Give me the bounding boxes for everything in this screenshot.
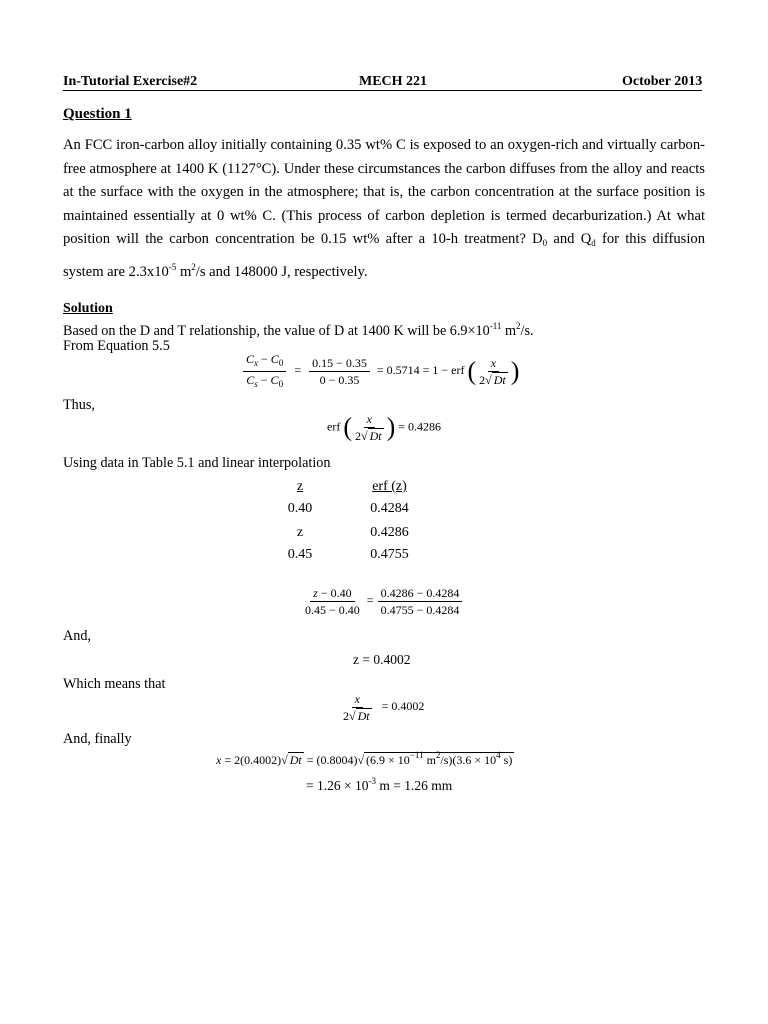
solution-equation-reference: From Equation 5.5 bbox=[63, 338, 170, 354]
table-cell: 0.4755 bbox=[370, 547, 409, 562]
header-date: October 2013 bbox=[622, 74, 703, 89]
equation-mid-fraction: $\frac{0.15 - 0.35}{0 - 0.35}$ bbox=[309, 356, 370, 387]
table-cell: 0.4286 bbox=[370, 525, 409, 540]
solution-and: And, bbox=[63, 628, 91, 644]
equation-interpolation: $\frac{z - 0.40}{0.45 - 0.40}$ = $\frac{0.4286 - 0.4284}{0.4755 - 0.4284}$ bbox=[302, 586, 462, 617]
solution-title: Solution bbox=[63, 301, 113, 316]
equation-z-result: z = 0.4002 bbox=[353, 652, 411, 667]
equation-final-result: = $1.26 \times 10^{-3}$ m = 1.26 mm bbox=[306, 776, 453, 793]
table-cell: 0.45 bbox=[287, 547, 313, 562]
header-rule bbox=[63, 90, 702, 91]
solution-interpolation-intro: Using data in Table 5.1 and linear interpolation bbox=[63, 455, 331, 471]
question-text: An FCC iron-carbon alloy initially containing 0.35 wt% C is exposed to an oxygen-rich and virtually carbon-free atmosphere at 1400 K (1127°C). Under these circumstances the carbon diffuses from the alloy and reacts at the surface with the oxygen in the atmosphere; that is, the carbon concentration at the surface position is maintained essentially at 0 wt% C. (This process of carbon depletion is termed decarburization.) At what position will the carbon concentration be 0.15 wt% after a 10-h treatment? $D_0$ and $Q_d$ for this diffusion system are $2.3x10^{-5}$ $m^2/s$ and 148000 J, respectively. bbox=[63, 137, 705, 280]
table-cell: 0.4284 bbox=[370, 501, 409, 516]
solution-which-means: Which means that bbox=[63, 676, 166, 692]
header-course-code: MECH 221 bbox=[359, 74, 428, 89]
equation-erf-argument: $\frac{x}{2√ Dt}$ bbox=[479, 356, 506, 387]
solution-thus: Thus, bbox=[63, 397, 95, 413]
equation-erf-value: erf ( $\frac{x}{2√ Dt}$ ) = 0.4286 bbox=[327, 412, 442, 443]
question-title: Question 1 bbox=[63, 106, 132, 122]
table-header-erf: erf (z) bbox=[372, 479, 407, 494]
table-header-z: z bbox=[296, 479, 304, 494]
solution-diffusivity-line: Based on the D and T relationship, the value of D at 1400 K will be $6.9\times 10^{-11}$ $m^2/s$. bbox=[63, 321, 534, 339]
equation-argument-value: $\frac{x}{2√ Dt}$ = 0.4002 bbox=[343, 692, 425, 723]
header-course-exercise: In-Tutorial Exercise#2 bbox=[63, 74, 198, 89]
equation-position-calculation: x = 2(0.4002)√ Dt = (0.8004)√ ($6.9 \times 10^{-11}$ $m^2/s)(3.6 \times 10^4$ s) bbox=[216, 750, 513, 767]
table-cell: z bbox=[296, 525, 304, 540]
equation-concentration-ratio: $\frac{C_x - C_0}{C_s - C_0}$ = $\frac{0.15 - 0.35}{0 - 0.35}$ = 0.5714 = 1 − erf ( $\frac{x}{2√ Dt}$ ) bbox=[243, 352, 519, 391]
solution-and-finally: And, finally bbox=[63, 731, 132, 747]
equation-lhs-fraction: $\frac{C_x - C_0}{C_s - C_0}$ bbox=[243, 352, 286, 391]
table-cell: 0.40 bbox=[287, 501, 313, 516]
